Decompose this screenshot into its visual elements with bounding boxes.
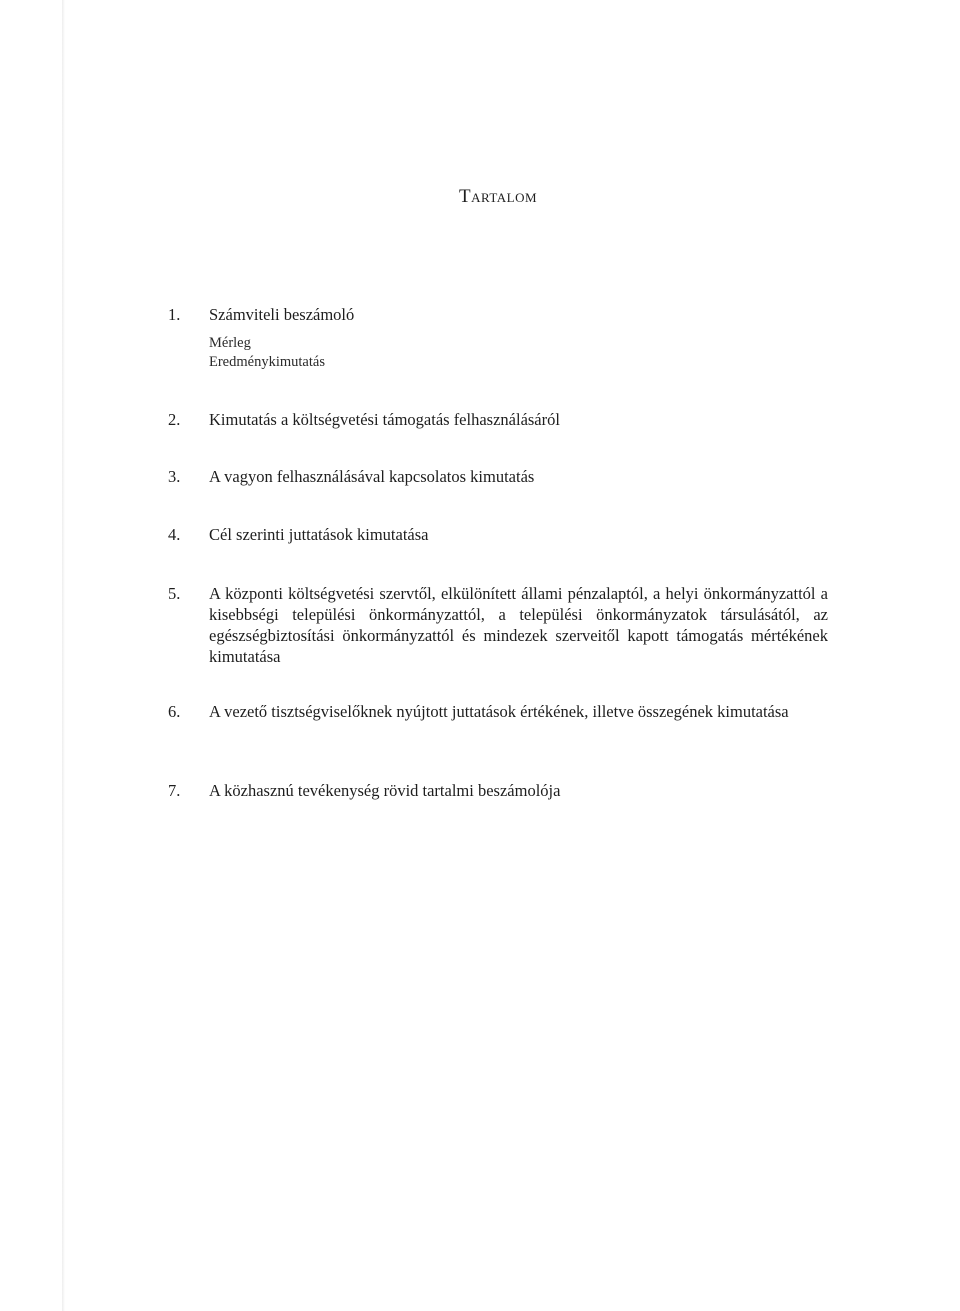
page-title: Tartalom [458, 186, 538, 207]
toc-item-text: Cél szerinti juttatások kimutatása [209, 525, 429, 544]
toc-item-number: 4. [168, 525, 181, 544]
toc-item-text: A vagyon felhasználásával kapcsolatos kimutatás [209, 467, 535, 486]
toc-item-text: A központi költségvetési szervtől, elkülönített állami pénzalaptól, a helyi önkormányzattól a kisebbségi települési önkormányzattól, a települési önkormányzatok társulásától, az egészségbiztosítási önkormányzattól és mindezek szerveitől kapott támogatás mértékének kimutatása [209, 584, 828, 666]
toc-item-number: 1. [168, 305, 181, 324]
toc-item-text: A közhasznú tevékenység rövid tartalmi beszámolója [209, 781, 561, 800]
toc-item-text: A vezető tisztségviselőknek nyújtott juttatások értékének, illetve összegének kimutatása [209, 702, 789, 721]
toc-item-number: 2. [168, 410, 181, 429]
toc-item-text: Számviteli beszámoló [209, 305, 355, 324]
toc-item-text: Kimutatás a költségvetési támogatás felhasználásáról [209, 410, 560, 429]
toc-item-number: 6. [168, 702, 181, 721]
toc-item-number: 5. [168, 584, 181, 603]
toc-item-number: 3. [168, 467, 181, 486]
toc-subitem-merleg: Mérleg [209, 335, 251, 351]
toc-subitem-eredmenykimutatas: Eredménykimutatás [209, 354, 325, 370]
toc-item-number: 7. [168, 781, 181, 800]
